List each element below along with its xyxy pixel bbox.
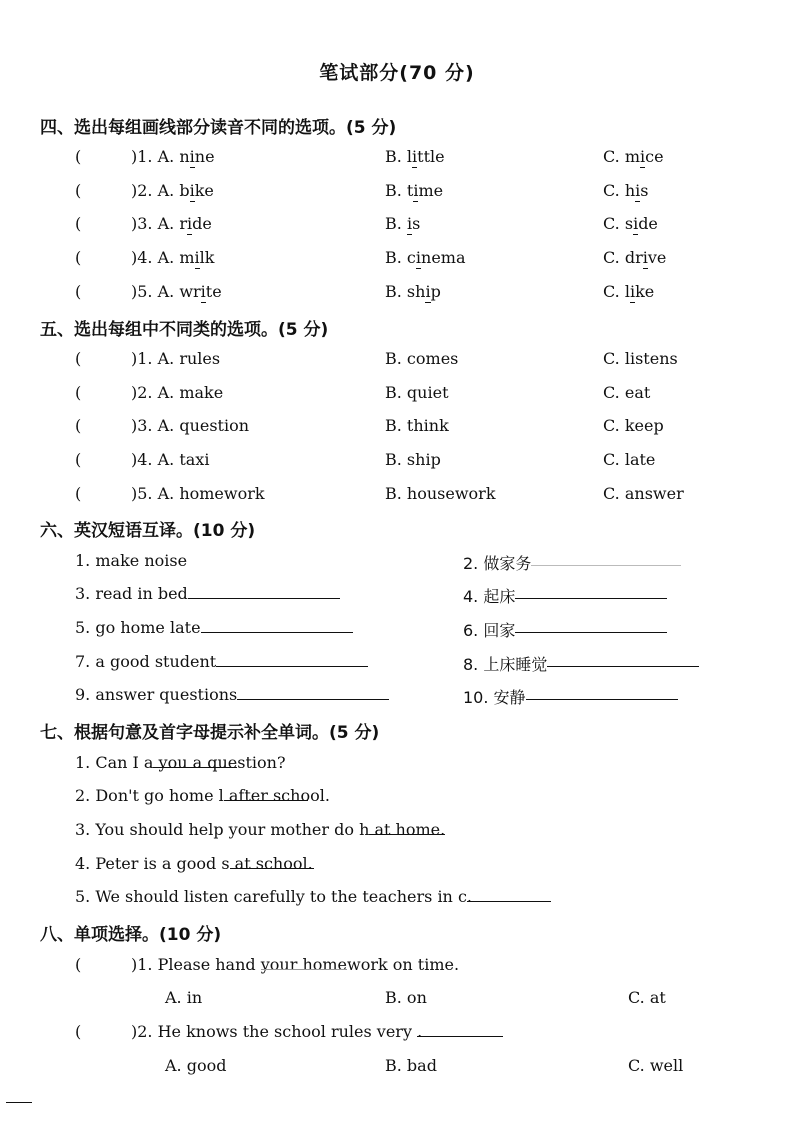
answer-line[interactable] [417, 1022, 503, 1037]
question-row [0, 248, 794, 274]
answer-line[interactable] [237, 685, 389, 700]
option-b: B. housework [385, 484, 496, 503]
sentence-row [0, 753, 794, 779]
answer-paren: ( [75, 416, 82, 435]
option-a: )3. A. question [131, 416, 250, 435]
option-c: C. side [603, 214, 658, 233]
page-edge-mark [6, 1102, 32, 1103]
answer-line[interactable] [467, 887, 551, 902]
option-c: C. late [603, 450, 656, 469]
sentence: 3. You should help your mother do h at home. [75, 820, 446, 839]
question-text: )2. He knows the school rules very . [131, 1022, 422, 1041]
answer-line[interactable] [201, 618, 353, 633]
answer-paren: ( [75, 248, 82, 267]
option-a: )2. A. make [131, 383, 224, 402]
option-b: B. ship [385, 450, 441, 469]
section-4-heading: 四、选出每组画线部分读音不同的选项。(5 分) [40, 118, 397, 138]
answer-paren: ( [75, 181, 82, 200]
answer-line[interactable] [224, 786, 308, 801]
option-b: B. cinema [385, 248, 466, 267]
option-b: B. comes [385, 349, 459, 368]
option-b: B. bad [385, 1056, 437, 1075]
answer-paren: ( [75, 484, 82, 503]
question-row [0, 484, 794, 510]
option-b: B. time [385, 181, 444, 200]
option-b: B. little [385, 147, 445, 166]
answer-paren: ( [75, 282, 82, 301]
phrase-right: 2. 做家务 [463, 551, 531, 574]
phrase-right: 10. 安静 [463, 685, 526, 708]
option-c: C. listens [603, 349, 678, 368]
option-b: B. on [385, 988, 427, 1007]
phrase-right: 4. 起床 [463, 584, 515, 607]
phrase-left: 9. answer questions [75, 685, 237, 704]
option-c: C. eat [603, 383, 651, 402]
answer-line[interactable] [515, 618, 667, 633]
sentence: 4. Peter is a good s at school. [75, 854, 313, 873]
answer-paren: ( [75, 1022, 82, 1041]
page-title: 笔试部分(70 分) [319, 62, 475, 84]
phrase-left: 5. go home late [75, 618, 201, 637]
options-row [0, 988, 794, 1014]
option-b: B. think [385, 416, 449, 435]
phrase-right: 8. 上床睡觉 [463, 652, 547, 675]
option-b: B. ship [385, 282, 441, 301]
option-a: )5. A. write [131, 282, 222, 301]
question-row [0, 147, 794, 173]
answer-line[interactable] [153, 753, 237, 768]
phrase-row [0, 584, 794, 610]
option-c: C. at [628, 988, 666, 1007]
option-a: A. in [165, 988, 203, 1007]
section-8-heading: 八、单项选择。(10 分) [40, 925, 222, 945]
question-row [0, 282, 794, 308]
option-c: C. answer [603, 484, 684, 503]
answer-line[interactable] [261, 955, 347, 970]
answer-line[interactable] [216, 652, 368, 667]
option-b: B. is [385, 214, 421, 233]
option-a: )2. A. bike [131, 181, 214, 200]
answer-paren: ( [75, 214, 82, 233]
answer-line[interactable] [515, 584, 667, 599]
question-row [0, 1022, 794, 1048]
sentence: 5. We should listen carefully to the teachers in c . [75, 887, 472, 906]
answer-line[interactable] [547, 652, 699, 667]
section-5-heading: 五、选出每组中不同类的选项。(5 分) [40, 320, 329, 340]
option-b: B. quiet [385, 383, 449, 402]
answer-line[interactable] [230, 854, 314, 869]
section-7-heading: 七、根据句意及首字母提示补全单词。(5 分) [40, 723, 380, 743]
sentence-row [0, 786, 794, 812]
section-6-heading: 六、英汉短语互译。(10 分) [40, 521, 256, 541]
question-text: )1. Please hand your homework on time. [131, 955, 460, 974]
answer-line[interactable] [188, 584, 340, 599]
question-row [0, 416, 794, 442]
option-c: C. keep [603, 416, 664, 435]
question-row [0, 383, 794, 409]
answer-paren: ( [75, 147, 82, 166]
phrase-row [0, 551, 794, 577]
option-a: )1. A. rules [131, 349, 221, 368]
sentence-row [0, 854, 794, 880]
option-a: )4. A. taxi [131, 450, 210, 469]
option-c: C. mice [603, 147, 664, 166]
question-row [0, 955, 794, 981]
question-row [0, 214, 794, 240]
phrase-left: 7. a good student [75, 652, 216, 671]
phrase-left: 3. read in bed [75, 584, 188, 603]
answer-line[interactable] [526, 685, 678, 700]
question-row [0, 181, 794, 207]
sentence: 1. Can I a you a question? [75, 753, 286, 772]
options-row [0, 1056, 794, 1082]
answer-line[interactable] [369, 820, 445, 835]
phrase-row [0, 652, 794, 678]
option-c: C. drive [603, 248, 667, 267]
answer-paren: ( [75, 383, 82, 402]
option-a: A. good [165, 1056, 227, 1075]
phrase-left: 1. make noise [75, 551, 188, 570]
phrase-right: 6. 回家 [463, 618, 515, 641]
sentence: 2. Don't go home l after school. [75, 786, 330, 805]
option-c: C. like [603, 282, 655, 301]
sentence-row [0, 887, 794, 913]
answer-paren: ( [75, 349, 82, 368]
option-a: )5. A. homework [131, 484, 265, 503]
answer-paren: ( [75, 450, 82, 469]
question-row [0, 349, 794, 375]
option-a: )1. A. nine [131, 147, 215, 166]
answer-paren: ( [75, 955, 82, 974]
phrase-row [0, 685, 794, 711]
option-a: )4. A. milk [131, 248, 215, 267]
phrase-row [0, 618, 794, 644]
option-a: )3. A. ride [131, 214, 212, 233]
option-c: C. well [628, 1056, 684, 1075]
option-c: C. his [603, 181, 649, 200]
sentence-row [0, 820, 794, 846]
answer-line[interactable] [531, 551, 681, 566]
question-row [0, 450, 794, 476]
